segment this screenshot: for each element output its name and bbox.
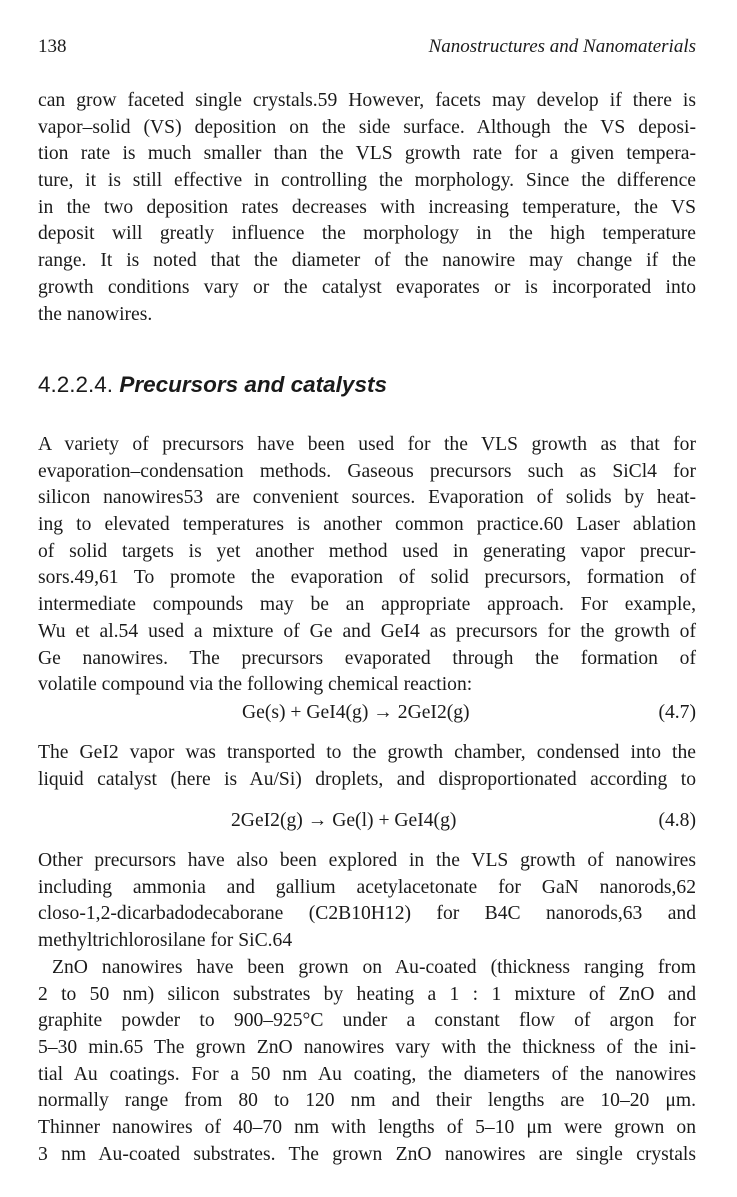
text-line: intermediate compounds may be an appropriate approach. For example, bbox=[38, 594, 696, 616]
text-line: volatile compound via the following chemical reaction: bbox=[38, 674, 473, 696]
paragraph-zno-nanowires bbox=[38, 955, 696, 1169]
text-line: Wu et al.54 used a mixture of Ge and GeI4 as precursors for the growth of bbox=[38, 620, 696, 642]
text-line: 5–30 min.65 The grown ZnO nanowires vary with the thickness of the ini- bbox=[38, 1037, 696, 1059]
text-line: The GeI2 vapor was transported to the growth chamber, condensed into the bbox=[38, 742, 696, 763]
text-line: graphite powder to 900–925°C under a constant flow of argon for bbox=[38, 1010, 696, 1032]
text-line: methyltrichlorosilane for SiC.64 bbox=[38, 930, 293, 952]
text-line: ZnO nanowires have been grown on Au-coated (thickness ranging from bbox=[52, 957, 696, 978]
equation-4-8 bbox=[38, 810, 696, 838]
section-number: 4.2.2.4. bbox=[38, 372, 114, 397]
equation-4-7 bbox=[38, 702, 696, 730]
text-line: tion rate is much smaller than the VLS growth rate for a given tempera- bbox=[38, 143, 696, 165]
text-line: silicon nanowires53 are convenient sources. Evaporation of solids by heat- bbox=[38, 487, 696, 509]
text-line: deposit will greatly influence the morphology in the high temperature bbox=[38, 223, 696, 245]
text-line: of solid targets is yet another method used in generating vapor precur- bbox=[38, 540, 696, 562]
text-line: Other precursors have also been explored in the VLS growth of nanowires bbox=[38, 850, 696, 871]
text-line: 2 to 50 nm) silicon substrates by heating a 1 : 1 mixture of ZnO and bbox=[38, 983, 696, 1005]
paragraph-gei2-transport bbox=[38, 740, 696, 793]
text-line: 3 nm Au-coated substrates. The grown ZnO nanowires are single crystals bbox=[38, 1143, 696, 1165]
section-heading bbox=[38, 372, 696, 398]
text-line: Ge nanowires. The precursors evaporated through the formation of bbox=[38, 647, 696, 669]
running-title: Nanostructures and Nanomaterials bbox=[428, 36, 696, 57]
equation-formula: Ge(s) + GeI4(g) → 2GeI2(g) bbox=[242, 702, 470, 723]
page-number: 138 bbox=[38, 36, 67, 57]
text-line: can grow faceted single crystals.59 However, facets may develop if there is bbox=[38, 90, 696, 111]
text-line: the nanowires. bbox=[38, 303, 153, 325]
section-title: Precursors and catalysts bbox=[119, 372, 387, 397]
text-line: tial Au coatings. For a 50 nm Au coating, the diameters of the nanowires bbox=[38, 1063, 696, 1085]
text-line: A variety of precursors have been used for the VLS growth as that for bbox=[38, 434, 696, 455]
equation-number: (4.8) bbox=[658, 810, 696, 831]
page-header bbox=[38, 36, 696, 60]
equation-number: (4.7) bbox=[658, 702, 696, 723]
text-line: evaporation–condensation methods. Gaseous precursors such as SiCl4 for bbox=[38, 460, 696, 482]
text-line: ture, it is still effective in controlling the morphology. Since the difference bbox=[38, 170, 696, 192]
text-line: in the two deposition rates decreases with increasing temperature, the VS bbox=[38, 196, 696, 218]
text-line: Thinner nanowires of 40–70 nm with lengths of 5–10 μm were grown on bbox=[38, 1117, 696, 1139]
text-line: normally range from 80 to 120 nm and their lengths are 10–20 μm. bbox=[38, 1090, 696, 1112]
text-line: sors.49,61 To promote the evaporation of solid precursors, formation of bbox=[38, 567, 696, 589]
text-line: closo-1,2-dicarbadodecaborane (C2B10H12) for B4C nanorods,63 and bbox=[38, 903, 696, 925]
text-line: range. It is noted that the diameter of the nanowire may change if the bbox=[38, 250, 696, 272]
text-line: ing to elevated temperatures is another common practice.60 Laser ablation bbox=[38, 514, 696, 536]
text-line: growth conditions vary or the catalyst evaporates or is incorporated into bbox=[38, 276, 696, 298]
paragraph-precursors bbox=[38, 432, 696, 699]
equation-formula: 2GeI2(g) → Ge(l) + GeI4(g) bbox=[231, 810, 457, 831]
paragraph-other-precursors bbox=[38, 848, 696, 955]
text-line: liquid catalyst (here is Au/Si) droplets, and disproportionated according to bbox=[38, 768, 696, 790]
text-line: including ammonia and gallium acetylacetonate for GaN nanorods,62 bbox=[38, 876, 696, 898]
paragraph-vs-deposition bbox=[38, 88, 696, 328]
text-line: vapor–solid (VS) deposition on the side surface. Although the VS deposi- bbox=[38, 116, 696, 138]
